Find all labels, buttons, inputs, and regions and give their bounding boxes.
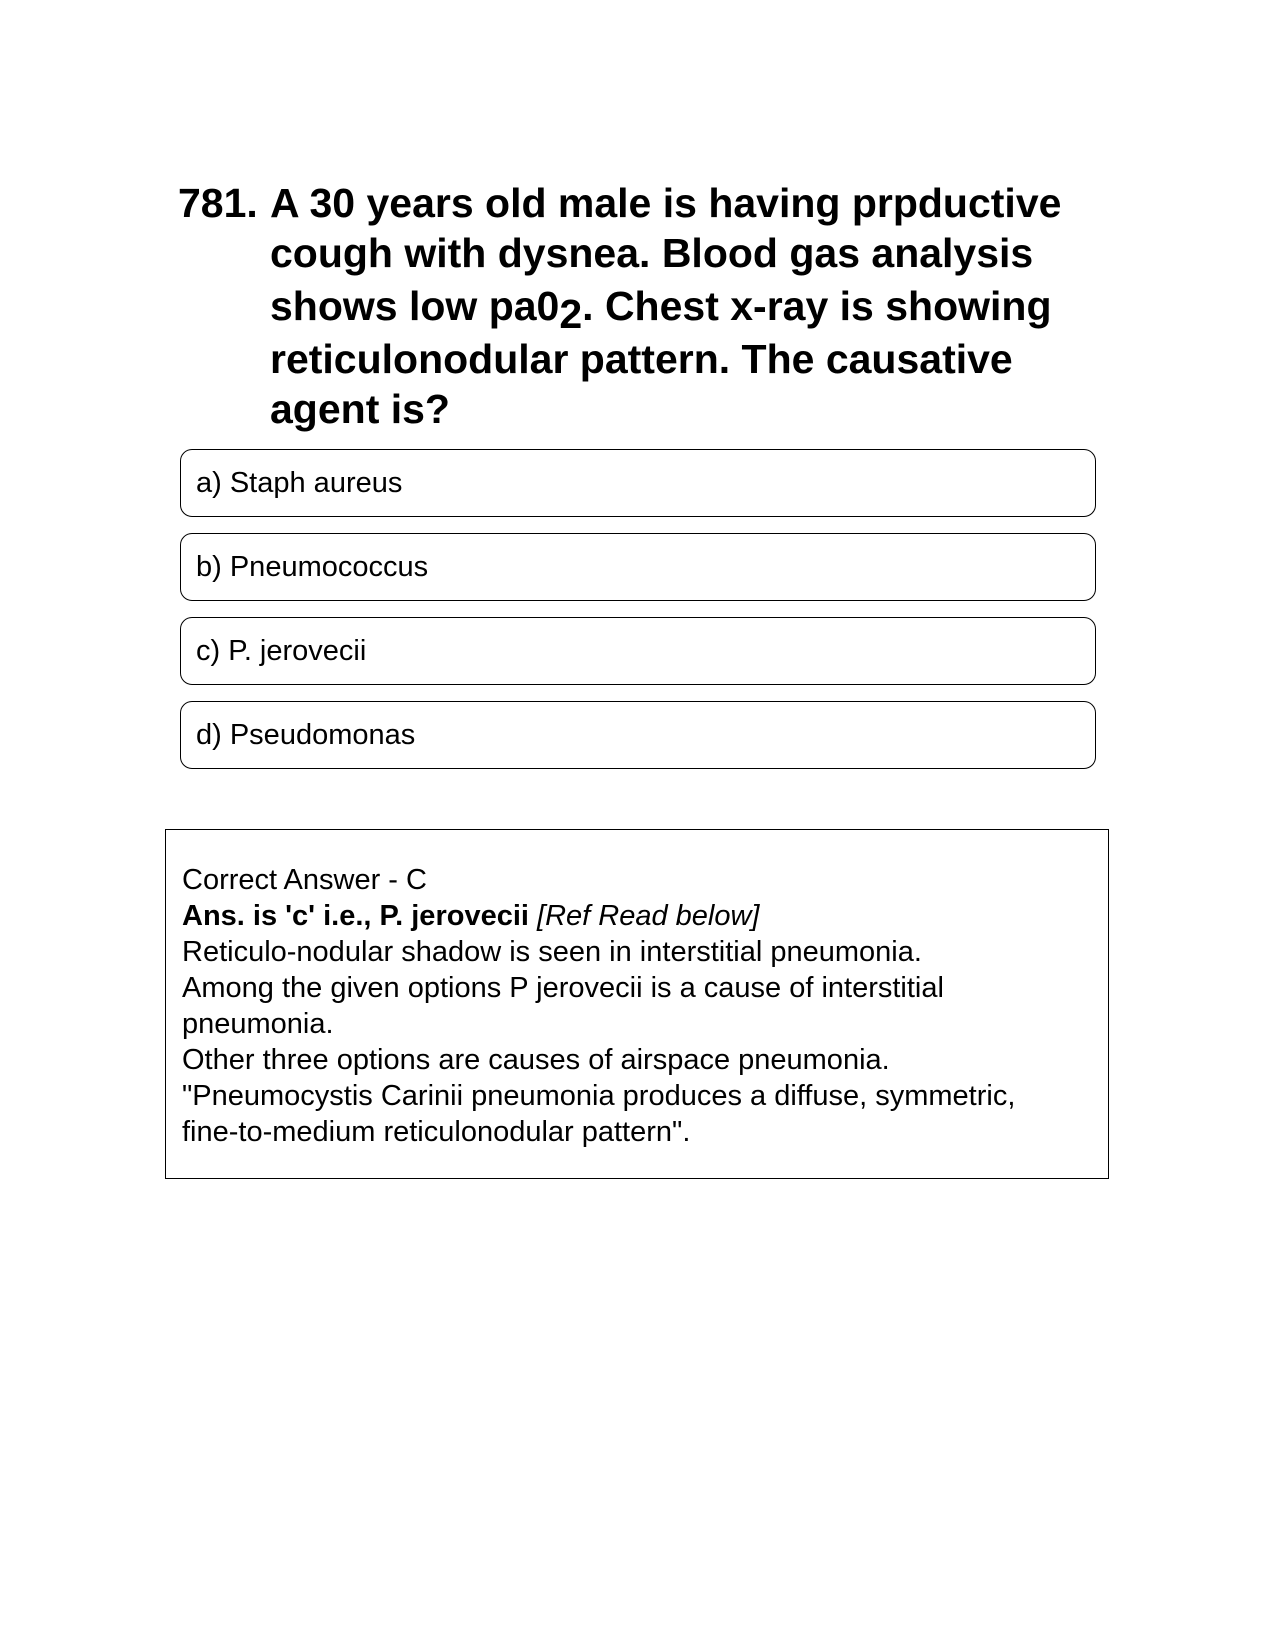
question-line-3 [270, 278, 1098, 337]
explanation-line-5: "Pneumocystis Carinii pneumonia produces a diffuse, symmetric, [182, 1080, 1016, 1112]
option-b[interactable]: b) Pneumococcus [180, 533, 1096, 601]
question-line-4: reticulonodular pattern. The causative [270, 336, 1013, 382]
option-a[interactable]: a) Staph aureus [180, 449, 1096, 517]
correct-answer-line: Correct Answer - C [182, 864, 427, 896]
answer-summary-line [182, 898, 1092, 934]
answer-explanation-box [165, 829, 1109, 1179]
answer-reference: [Ref Read below] [537, 900, 760, 932]
question [178, 178, 1098, 434]
option-d[interactable]: d) Pseudomonas [180, 701, 1096, 769]
option-c[interactable]: c) P. jerovecii [180, 617, 1096, 685]
explanation-line-4: Other three options are causes of airspace pneumonia. [182, 1044, 890, 1076]
question-line-3-suffix: . Chest x-ray is showing [582, 283, 1052, 329]
answer-options [180, 449, 1096, 785]
question-line-3-prefix: shows low pa0 [270, 283, 560, 329]
explanation-line-3: pneumonia. [182, 1008, 334, 1040]
explanation-line-2: Among the given options P jerovecii is a cause of interstitial [182, 972, 944, 1004]
question-line-1: A 30 years old male is having prpductive [270, 180, 1062, 226]
question-number: 781. [178, 180, 258, 226]
explanation-line-1: Reticulo-nodular shadow is seen in interstitial pneumonia. [182, 936, 922, 968]
answer-summary: Ans. is 'c' i.e., P. jerovecii [182, 900, 529, 932]
question-line-2: cough with dysnea. Blood gas analysis [270, 230, 1034, 276]
question-text [270, 178, 1098, 434]
question-line-5: agent is? [270, 386, 450, 432]
explanation-line-6: fine-to-medium reticulonodular pattern". [182, 1116, 691, 1148]
question-subscript: 2 [559, 291, 583, 337]
